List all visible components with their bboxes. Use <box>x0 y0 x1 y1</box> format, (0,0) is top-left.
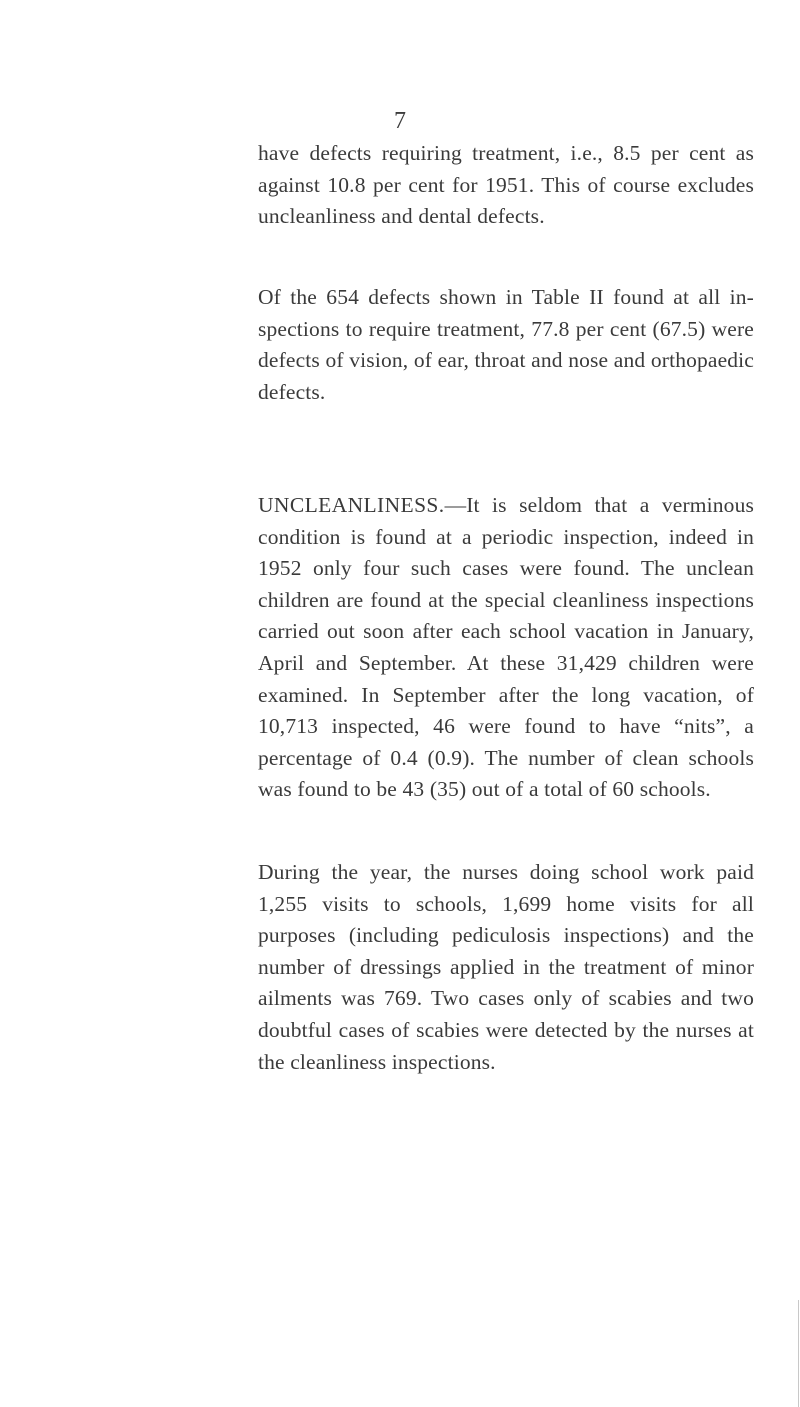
page-number: 7 <box>394 108 406 134</box>
paragraph-text: Of the 654 defects shown in Table II found at all in-spections to require treatment, 77.8 per cent (67.5) were defects of vision, of ear, throat and nose and orthopaedic defects. <box>258 285 754 404</box>
paragraph-text: —It is seldom that a verminous condition is found at a periodic inspection, indeed in 1952 only four such cases were found. The unclean children are found at the special cleanliness inspections carried out soon after each school vacation in January, April and September. At these 31,429 children were examined. In September after the long vacation, of 10,713 inspected, 46 were found to have “nits”, a percentage of 0.4 (0.9). The number of clean schools was found to be 43 (35) out of a total of 60 schools. <box>258 493 754 802</box>
paragraph-defects-treatment <box>258 138 754 233</box>
page-edge-line <box>798 1300 799 1407</box>
paragraph-nurses-visits <box>258 857 754 1078</box>
section-heading: UNCLEANLINESS. <box>258 493 445 517</box>
paragraph-body <box>258 490 754 806</box>
paragraph-uncleanliness <box>258 490 754 806</box>
paragraph-table-defects <box>258 282 754 408</box>
paragraph-text: have defects requiring treatment, i.e., 8.5 per cent as against 10.8 per cent for 1951. This of course excludes uncleanliness and dental defects. <box>258 141 754 229</box>
paragraph-text: During the year, the nurses doing school work paid 1,255 visits to schools, 1,699 home visits for all purposes (including pediculosis inspections) and the number of dressings applied in the treatment of minor ailments was 769. Two cases only of scabies and two doubtful cases of scabies were detected by the nurses at the cleanliness inspections. <box>258 860 754 1074</box>
